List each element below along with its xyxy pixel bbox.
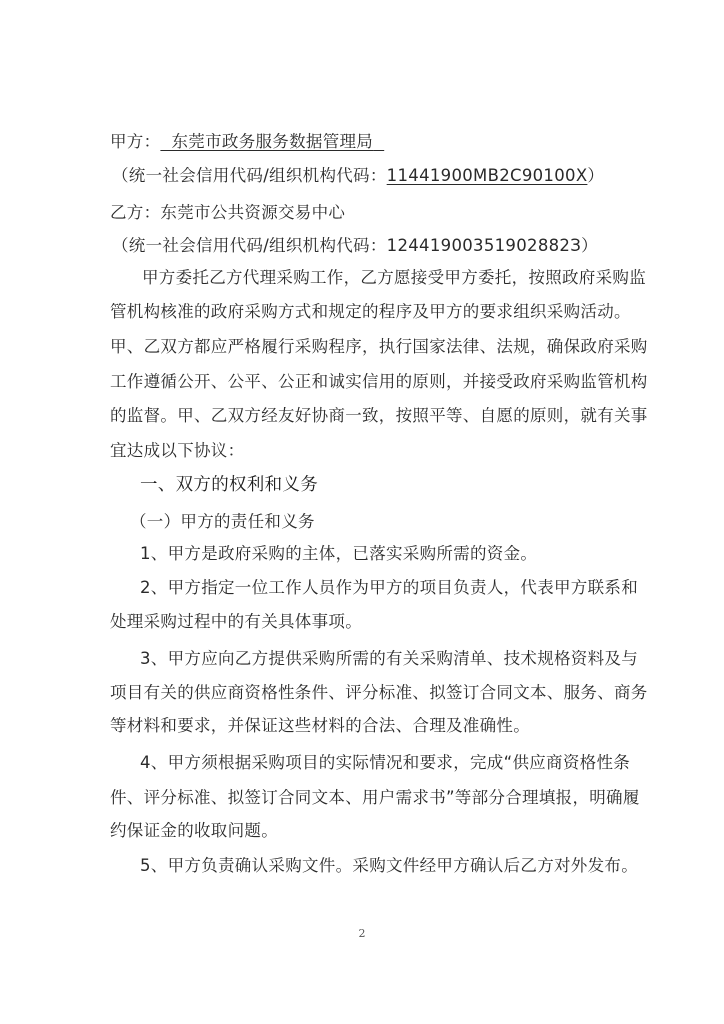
- page-number: 2: [358, 927, 366, 940]
- clause-5: 5、甲方负责确认采购文件。采购文件经甲方确认后乙方对外发布。: [140, 856, 638, 875]
- intro-line-4: 工作遵循公开、公平、公正和诚实信用的原则，并接受政府采购监管机构: [110, 372, 648, 391]
- clause-3-line-2: 项目有关的供应商资格性条件、评分标准、拟签订合同文本、服务、商务: [110, 683, 648, 702]
- clause-2-line-2: 处理采购过程中的有关具体事项。: [110, 612, 362, 631]
- intro-line-3: 甲、乙双方都应严格履行采购程序，执行国家法律、法规，确保政府采购: [110, 337, 648, 356]
- intro-line-5: 的监督。甲、乙双方经友好协商一致，按照平等、自愿的原则，就有关事: [110, 406, 648, 425]
- intro-line-2: 管机构核准的政府采购方式和规定的程序及甲方的要求组织采购活动。: [110, 302, 631, 321]
- party-a-credit-code: 11441900MB2C90100X: [386, 166, 588, 185]
- clause-1: 1、甲方是政府采购的主体，已落实采购所需的资金。: [140, 544, 538, 563]
- clause-2-line-1: 2、甲方指定一位工作人员作为甲方的项目负责人，代表甲方联系和: [140, 578, 638, 597]
- party-b-credit-line: （统一社会信用代码/组织机构代码：12441900351902882З）: [112, 236, 598, 255]
- party-a-credit-prefix: （统一社会信用代码/组织机构代码：: [112, 166, 387, 185]
- party-a-credit-suffix: ）: [587, 166, 605, 185]
- party-b-name: 东莞市公共资源交易中心: [160, 203, 346, 222]
- party-a-name: 东莞市政务服务数据管理局: [171, 132, 374, 151]
- section-heading: 一、双方的权利和义务: [140, 475, 318, 495]
- party-a-credit-line: [112, 166, 604, 186]
- clause-4-line-3: 约保证金的收取问题。: [110, 821, 278, 840]
- party-b-label: 乙方：: [110, 203, 161, 222]
- party-a-line: [110, 132, 384, 152]
- clause-3-line-3: 等材料和要求，并保证这些材料的合法、合理及准确性。: [110, 716, 530, 735]
- intro-line-6: 宜达成以下协议：: [110, 441, 245, 460]
- subsection-heading: （一）甲方的责任和义务: [130, 512, 315, 531]
- party-b-line: [110, 203, 345, 223]
- clause-4-line-1: 4、甲方须根据采购项目的实际情况和要求，完成“供应商资格性条: [140, 753, 631, 772]
- party-a-label: 甲方：: [110, 132, 161, 151]
- intro-line-1: 甲方委托乙方代理采购工作，乙方愿接受甲方委托，按照政府采购监: [142, 268, 646, 287]
- clause-4-line-2: 件、评分标准、拟签订合同文本、用户需求书”等部分合理填报，明确履: [110, 788, 640, 807]
- clause-3-line-1: 3、甲方应向乙方提供采购所需的有关采购清单、技术规格资料及与: [140, 649, 638, 668]
